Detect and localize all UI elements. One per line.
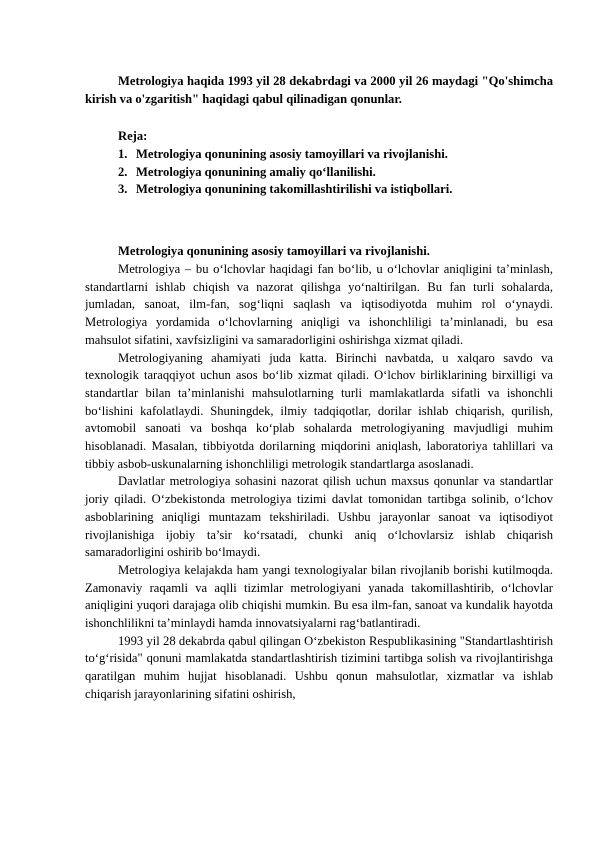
paragraph: 1993 yil 28 dekabrda qabul qilingan O‘zbekiston Respublikasining "Standartlashtirish to‘g‘risida" qonuni mamlakatda standartlashtirish tizimini tartibga solish va rivojlantirishga qaratilgan muhim hujjat hisoblanadi. Ushbu qonun mahsulotlar, xizmatlar va ishlab chiqarish jarayonlarining sifatini oshirish, xyxy=(85,633,553,701)
paragraph: Davlatlar metrologiya sohasini nazorat qilish uchun maxsus qonunlar va standartlar joriy qiladi. O‘zbekistonda metrologiya tizimi davlat tomonidan tartibga solinib, o‘lchov asboblarining aniqligi muntazam tekshiriladi. Ushbu jarayonlar sanoat va iqtisodiyot rivojlanishiga ijobiy ta’sir ko‘rsatadi, chunki aniq o‘lchovlarsiz ishlab chiqarish samaradorligini oshirib bo‘lmaydi. xyxy=(85,474,553,560)
plan-item xyxy=(118,164,452,182)
plan-item-text: Metrologiya qonunining asosiy tamoyillari va rivojlanishi. xyxy=(136,147,448,161)
plan-item-number: 1. xyxy=(118,147,128,161)
paragraph: Metrologiya kelajakda ham yangi texnologiyalar bilan rivojlanib borishi kutilmoqda. Zamonaviy raqamli va aqlli tizimlar metrologiyani yanada takomillashtirib, o‘lchovlar aniqligini yuqori darajaga olib chiqishi mumkin. Bu esa ilm-fan, sanoat va kundalik hayotda ishonchlilikni ta’minlaydi hamda innovatsiyalarni rag‘batlantiradi. xyxy=(85,562,553,631)
body-text xyxy=(85,261,553,704)
document-title: Metrologiya haqida 1993 yil 28 dekabrdagi va 2000 yil 26 maydagi "Qo'shimcha kirish va o'zgaritish" haqidagi qabul qilinadigan qonunlar. xyxy=(85,74,553,106)
plan-item-text: Metrologiya qonunining takomillashtirilishi va istiqbollari. xyxy=(136,182,453,197)
paragraph: Metrologiyaning ahamiyati juda katta. Birinchi navbatda, u xalqaro savdo va texnologik taraqqiyot uchun asos bo‘lib xizmat qiladi. O‘lchov birliklarining birxilligi va standartlar bilan ta’minlanishi mahsulotlarning turli mamlakatlarda sifatli va ishonchli bo‘lishini kafolatlaydi. Shuningdek, ilmiy tadqiqotlar, dorilar ishlab chiqarish, qurilish, avtomobil sanoati va boshqa ko‘plab sohalarda metrologiyaning mavjudligi muhim hisoblanadi. Masalan, tibbiyotda dorilarning miqdorini aniqlash, laboratoriya tahlillari va tibbiy asbob-uskunalarning ishonchliligi metrologik standartlarga asoslanadi. xyxy=(85,350,553,471)
section-heading: Metrologiya qonunining asosiy tamoyillari va rivojlanishi. xyxy=(118,244,430,258)
plan-item-text: Metrologiya qonunining amaliy qo‘llanilishi. xyxy=(136,164,376,179)
paragraph: Metrologiya – bu o‘lchovlar haqidagi fan bo‘lib, u o‘lchovlar aniqligini ta’minlash, standartlarni ishlab chiqish va nazorat qilishga yo‘naltirilgan. Bu fan turli sohalarda, jumladan, sanoat, ilm-fan, sog‘liqni saqlash va iqtisodiyotda muhim rol o‘ynaydi. Metrologiya yordamida o‘lchovlarning aniqligi va ishonchliligi ta’minlanadi, bu esa mahsulot sifatini, xavfsizligini va samaradorligini oshirishga xizmat qiladi. xyxy=(85,262,553,347)
plan-item-number: 3. xyxy=(118,182,128,197)
plan-item xyxy=(118,181,452,199)
plan-list xyxy=(118,146,452,199)
plan-item-number: 2. xyxy=(118,164,128,179)
plan-heading: Reja: xyxy=(118,129,148,143)
plan-item xyxy=(118,146,452,164)
